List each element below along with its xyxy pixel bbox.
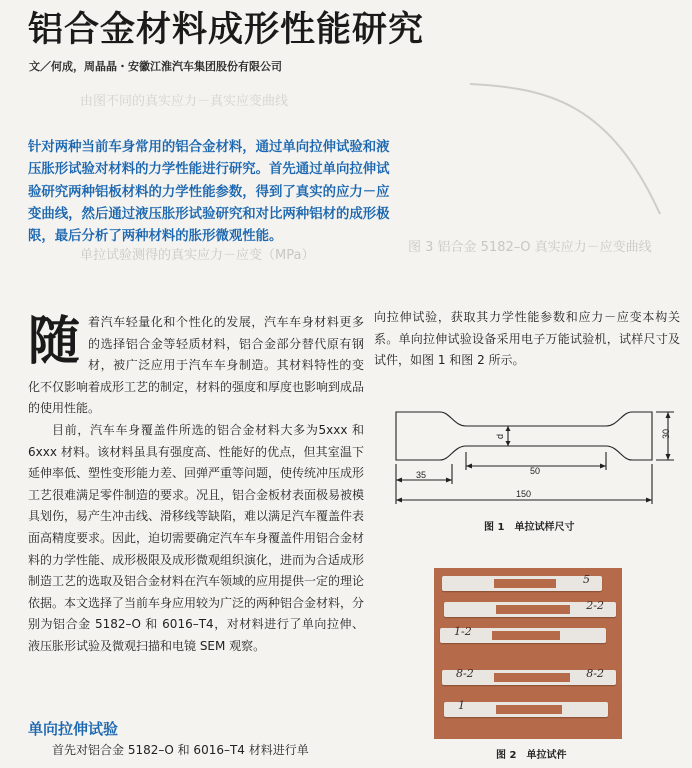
drop-cap: 随 (28, 311, 81, 372)
dim-label-150: 150 (516, 489, 532, 499)
specimen: 1-2 (440, 628, 606, 643)
body-paragraph: 目前，汽车车身覆盖件所选的铝合金材料大多为5xxx 和 6xxx 材料。该材料虽具有强度高、性能好的优点，但其室温下延伸率低、塑性变形能力差、回弹严重等问题，使传统冲压成形工艺很难满足零件制造的要求。况且，铝合金板材表面极易被模具划伤，易产生冲击线、滑移线等缺陷，难以满足汽车覆盖件表面高精度要求。因此，迫切需要确定汽车车身覆盖件用铝合金材料的力学性能、成形极限及成形微观组织演化，进而为合适成形制造工艺的选取及铝合金材料在汽车领域的应用提供一定的理论依据。本文选择了当前车身应用较为广泛的两种铝合金材料，分别为铝合金 5182–O 和 6016–T4，对材料进行了单向拉伸、液压胀形试验及微观扫描和电镜 SEM 观察。 (28, 422, 365, 653)
bleed-through-line: 由图不同的真实应力－真实应变曲线 (80, 94, 289, 109)
specimen: 1 (444, 702, 608, 717)
bleed-through-line: 图 3 铝合金 5182–O 真实应力－应变曲线 (408, 240, 652, 255)
specimen: 8-2 8-2 (442, 670, 616, 685)
section-paragraph: 首先对铝合金 5182–O 和 6016–T4 材料进行单 (52, 743, 309, 757)
bleed-through-curve (470, 64, 670, 224)
dim-label-50: 50 (530, 466, 541, 476)
author-byline: 文／何成，周晶晶・安徽江淮汽车集团股份有限公司 (29, 60, 282, 73)
page-title: 铝合金材料成形性能研究 (28, 10, 425, 50)
specimen: 5 (442, 576, 602, 591)
abstract: 针对两种当前车身常用的铝合金材料，通过单向拉伸试验和液压胀形试验对材料的力学性能进行研究。首先通过单向拉伸试验研究两种铝板材料的力学性能参数，得到了真实的应力－应变曲线，然后通过液压胀形试验研究和对比两种铝材的成形极限，最后分析了两种材料的胀形微观性能。 (28, 140, 390, 245)
body-column-left (28, 312, 364, 658)
section-heading: 单向拉伸试验 (28, 720, 119, 738)
figure-1-drawing (384, 400, 680, 512)
intro-paragraph (28, 312, 364, 420)
specimen-outline (396, 412, 652, 460)
bleed-through-line: 单拉试验测得的真实应力－应变（MPa） (80, 248, 315, 263)
figure-2-photo (434, 568, 622, 739)
intro-text: 着汽车轻量化和个性化的发展，汽车车身材料更多的选择铝合金等轻质材料，铝合金部分替代原有钢材，被广泛应用于汽车车身制造。其材料特性的变化不仅影响着成形工艺的制定，材料的强度和厚度也影响到成品的使用性能。 (28, 315, 365, 416)
dim-label-35: 35 (416, 470, 427, 480)
body-column-right: 向拉伸试验，获取其力学性能参数和应力－应变本构关系。单向拉伸试验设备采用电子万能试验机，试样尺寸及试件，如图 1 和图 2 所示。 (374, 310, 680, 368)
figure-1-caption: 图 1 单拉试样尺寸 (484, 522, 575, 533)
specimen: 2-2 (444, 602, 616, 617)
dim-label-d: d (495, 433, 505, 439)
figure-2-caption: 图 2 单拉试件 (496, 750, 567, 761)
dim-label-30: 30 (661, 428, 671, 439)
